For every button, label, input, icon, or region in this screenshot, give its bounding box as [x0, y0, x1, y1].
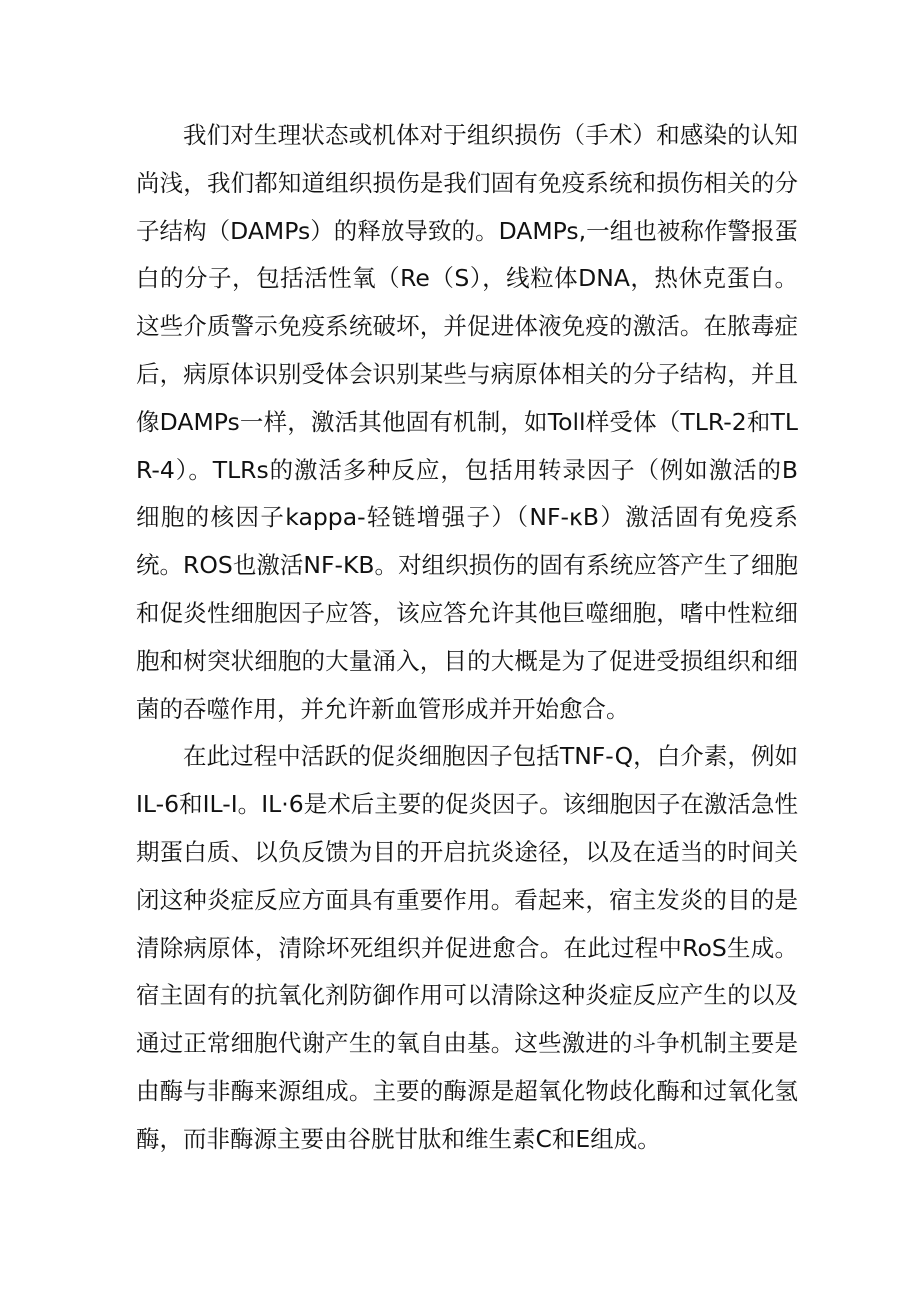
paragraph-1: 我们对生理状态或机体对于组织损伤（手术）和感染的认知尚浅，我们都知道组织损伤是我们固有免疫系统和损伤相关的分子结构（DAMPs）的释放导致的。DAMPs,一组也被称作警报蛋白的分子，包括活性氧（Re（S），线粒体DNA，热休克蛋白。这些介质警示免疫系统破坏，并促进体液免疫的激活。在脓毒症后，病原体识别受体会识别某些与病原体相关的分子结构，并且像DAMPs一样，激活其他固有机制，如Toll样受体（TLR-2和TLR-4）。TLRs的激活多种反应，包括用转录因子（例如激活的B细胞的核因子kappa-轻链增强子）（NF-κB）激活固有免疫系统。ROS也激活NF-KB。对组织损伤的固有系统应答产生了细胞和促炎性细胞因子应答，该应答允许其他巨噬细胞，嗜中性粒细胞和树突状细胞的大量涌入，目的大概是为了促进受损组织和细菌的吞噬作用，并允许新血管形成并开始愈合。	[136, 121, 798, 723]
document-body	[136, 112, 798, 1164]
paragraph-2: 在此过程中活跃的促炎细胞因子包括TNF-Q，白介素，例如IL-6和IL-I。IL·6是术后主要的促炎因子。该细胞因子在激活急性期蛋白质、以负反馈为目的开启抗炎途径，以及在适当的时间关闭这种炎症反应方面具有重要作用。看起来，宿主发炎的目的是清除病原体，清除坏死组织并促进愈合。在此过程中RoS生成。宿主固有的抗氧化剂防御作用可以清除这种炎症反应产生的以及通过正常细胞代谢产生的氧自由基。这些激进的斗争机制主要是由酶与非酶来源组成。主要的酶源是超氧化物歧化酶和过氧化氢酶，而非酶源主要由谷胱甘肽和维生素C和E组成。	[136, 742, 798, 1153]
